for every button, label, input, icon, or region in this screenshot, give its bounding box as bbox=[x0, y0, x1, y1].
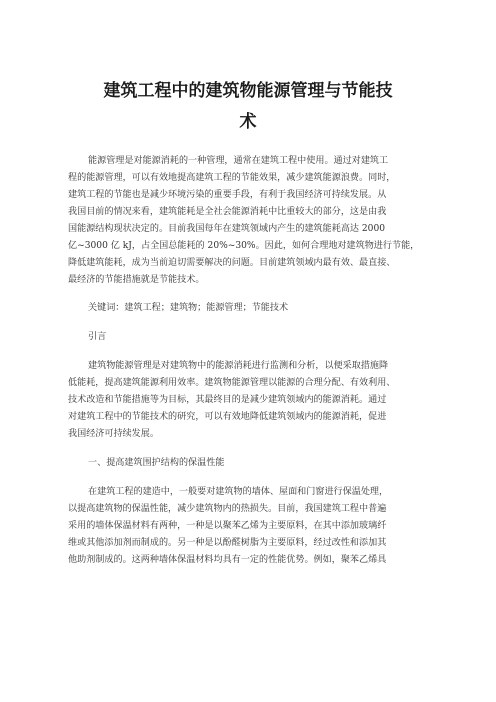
title-line-2: 术 bbox=[239, 112, 257, 132]
title-line-1: 建筑工程中的建筑物能源管理与节能技 bbox=[103, 81, 393, 101]
intro-line: 低能耗，提高建筑能源利用效率。建筑物能源管理以能源的合理分配、有效利用、 bbox=[68, 378, 396, 388]
abstract-line: 最经济的节能措施就是节能技术。 bbox=[68, 275, 205, 285]
section-heading: 一、提高建筑围护结构的保温性能 bbox=[88, 458, 225, 468]
section-line: 维或其他添加剂而制成的。另一种是以酚醛树脂为主要原料，经过改性和添加其 bbox=[68, 538, 387, 548]
abstract-line: 降低建筑能耗，成为当前迫切需要解决的问题。目前建筑领域内最有效、最直接、 bbox=[68, 258, 396, 268]
section-line: 他助剂制成的。这两种墙体保温材料均具有一定的性能优势。例如，聚苯乙烯具 bbox=[68, 555, 387, 565]
intro-line: 我国经济可持续发展。 bbox=[68, 429, 159, 439]
abstract-line: 建筑工程的节能也是减少环境污染的重要手段，有利于我国经济可持续发展。从 bbox=[68, 190, 387, 200]
abstract-line: 国能源结构现状决定的。目前我国每年在建筑领域内产生的建筑能耗高达 2000 bbox=[68, 224, 386, 234]
abstract-line: 程的能源管理，可以有效地提高建筑工程的节能效果，减少建筑能源浪费。同时， bbox=[68, 173, 396, 183]
document-title bbox=[60, 76, 436, 138]
intro-line: 建筑物能源管理是对建筑物中的能源消耗进行监测和分析，以便采取措施降 bbox=[88, 361, 389, 371]
abstract-line: 亿~3000 亿 kJ，占全国总能耗的 20%~30%。因此，如何合理地对建筑物进行节能， bbox=[68, 241, 420, 251]
section-line: 采用的墙体保温材料有两种，一种是以聚苯乙烯为主要原料，在其中添加玻璃纤 bbox=[68, 521, 387, 531]
abstract-line: 能源管理是对能源消耗的一种管理，通常在建筑工程中使用。通过对建筑工 bbox=[88, 156, 389, 166]
keywords: 关键词：建筑工程；建筑物；能源管理；节能技术 bbox=[88, 303, 289, 313]
section-line: 在建筑工程的建造中，一般要对建筑物的墙体、屋面和门窗进行保温处理， bbox=[88, 487, 389, 497]
abstract-line: 我国目前的情况来看，建筑能耗是全社会能源消耗中比重较大的部分，这是由我 bbox=[68, 207, 387, 217]
section-line: 以提高建筑物的保温性能，减少建筑物内的热损失。目前，我国建筑工程中普遍 bbox=[68, 504, 387, 514]
intro-line: 对建筑工程中的节能技术的研究，可以有效地降低建筑领域内的能源消耗，促进 bbox=[68, 412, 387, 422]
intro-line: 技术改造和节能措施等为目标，其最终目的是减少建筑领域内的能源消耗。通过 bbox=[68, 395, 387, 405]
intro-heading: 引言 bbox=[88, 332, 107, 342]
